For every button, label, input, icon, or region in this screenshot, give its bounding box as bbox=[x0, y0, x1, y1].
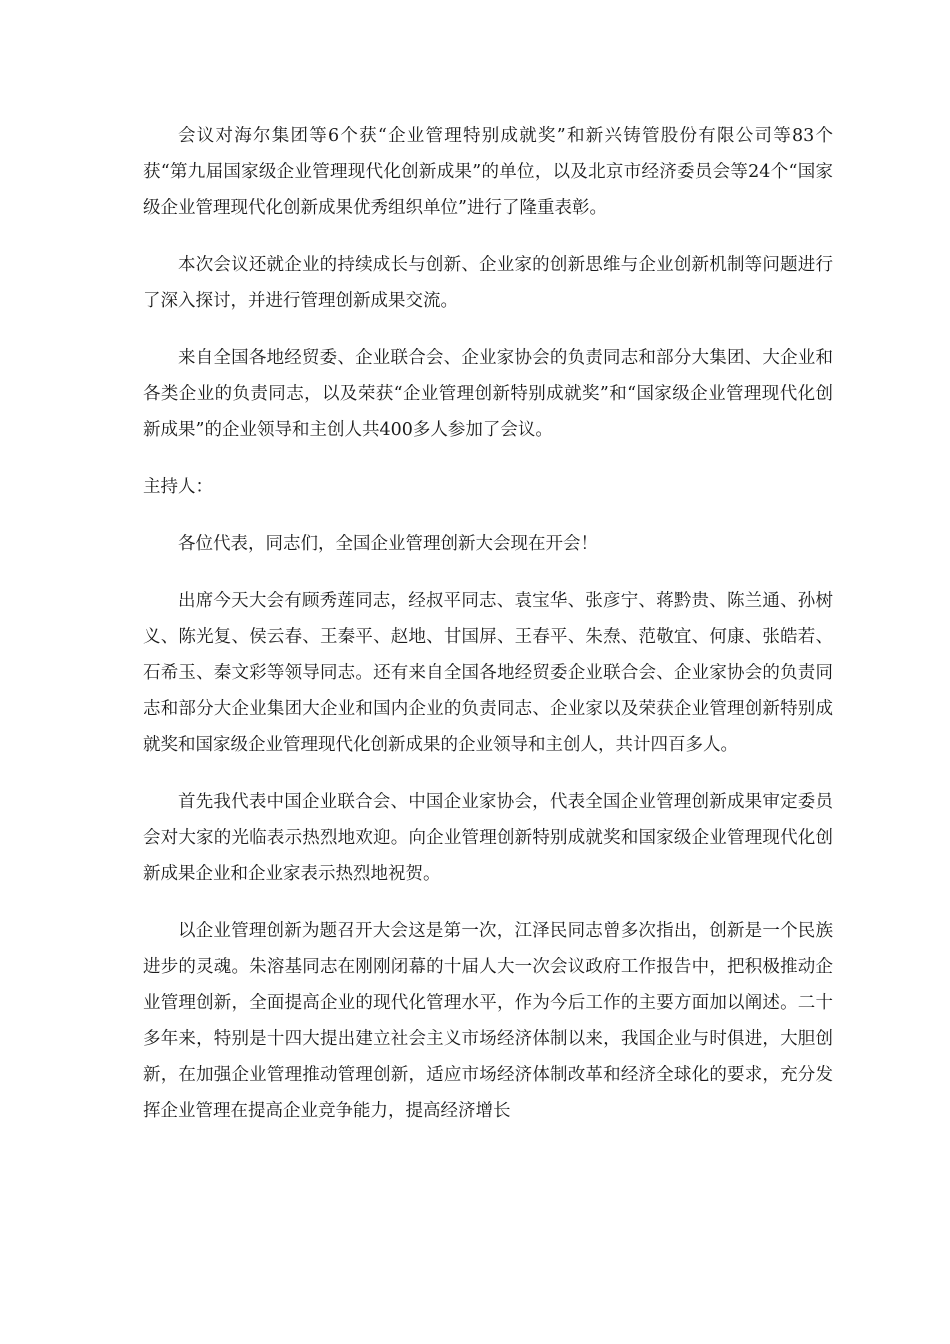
paragraph-leaders: 出席今天大会有顾秀莲同志，经叔平同志、袁宝华、张彦宁、蒋黔贵、陈兰通、孙树义、陈光复、侯云春、王秦平、赵地、甘国屏、王春平、朱焘、范敬宜、何康、张皓若、石希玉、秦文彩等领导同志。还有来自全国各地经贸委企业联合会、企业家协会的负责同志和部分大企业集团大企业和国内企业的负责同志、企业家以及荣获企业管理创新特别成就奖和国家级企业管理现代化创新成果的企业领导和主创人，共计四百多人。 bbox=[143, 591, 833, 755]
paragraph-host-label: 主持人： bbox=[143, 477, 213, 497]
paragraph-welcome: 首先我代表中国企业联合会、中国企业家协会，代表全国企业管理创新成果审定委员会对大家的光临表示热烈地欢迎。向企业管理创新特别成就奖和国家级企业管理现代化创新成果企业和企业家表示热烈地祝贺。 bbox=[143, 792, 833, 884]
document-body bbox=[143, 118, 833, 1150]
paragraph-attendees: 来自全国各地经贸委、企业联合会、企业家协会的负责同志和部分大集团、大企业和各类企业的负责同志，以及荣获“企业管理创新特别成就奖”和“国家级企业管理现代化创新成果”的企业领导和主创人共400多人参加了会议。 bbox=[143, 348, 833, 440]
paragraph-discussion: 本次会议还就企业的持续成长与创新、企业家的创新思维与企业创新机制等问题进行了深入探讨，并进行管理创新成果交流。 bbox=[143, 255, 833, 311]
paragraph-opening: 各位代表，同志们，全国企业管理创新大会现在开会！ bbox=[178, 534, 598, 554]
paragraph-innovation: 以企业管理创新为题召开大会这是第一次，江泽民同志曾多次指出，创新是一个民族进步的灵魂。朱溶基同志在刚刚闭幕的十届人大一次会议政府工作报告中，把积极推动企业管理创新，全面提高企业的现代化管理水平，作为今后工作的主要方面加以阐述。二十多年来，特别是十四大提出建立社会主义市场经济体制以来，我国企业与时俱进，大胆创新，在加强企业管理推动管理创新，适应市场经济体制改革和经济全球化的要求，充分发挥企业管理在提高企业竞争能力，提高经济增长 bbox=[143, 921, 833, 1121]
paragraph-commendation: 会议对海尔集团等6个获“企业管理特别成就奖”和新兴铸管股份有限公司等83个获“第九届国家级企业管理现代化创新成果”的单位，以及北京市经济委员会等24个“国家级企业管理现代化创新成果优秀组织单位”进行了隆重表彰。 bbox=[143, 126, 833, 218]
